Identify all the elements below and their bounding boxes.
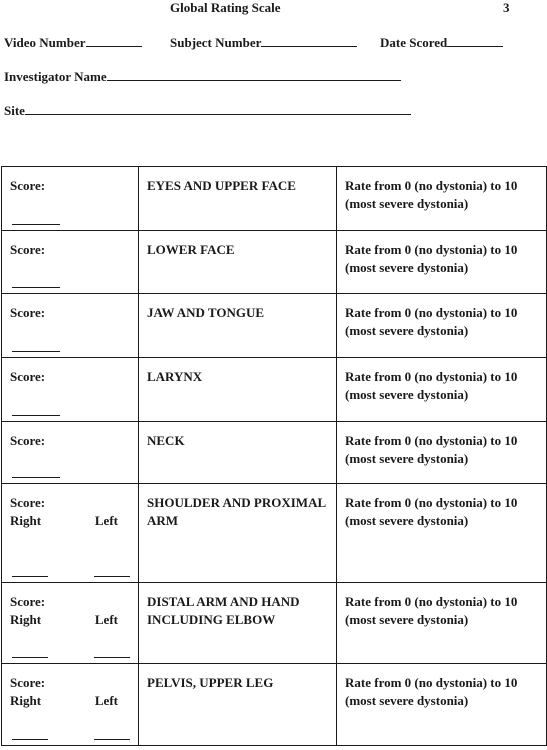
investigator-name-blank[interactable] — [107, 68, 401, 81]
score-label: Score: — [10, 433, 46, 448]
score-blank[interactable] — [12, 477, 60, 478]
score-blank[interactable] — [12, 415, 60, 416]
left-label: Left — [94, 693, 118, 708]
score-label: Score: — [10, 242, 46, 257]
subject-number-label: Subject Number — [170, 35, 262, 50]
site-blank[interactable] — [25, 102, 411, 115]
investigator-name-label: Investigator Name — [4, 69, 107, 84]
right-label: Right — [10, 513, 42, 528]
score-cell — [2, 664, 139, 746]
table-row — [2, 294, 547, 358]
subject-number-blank[interactable] — [261, 34, 357, 47]
score-cell — [2, 167, 139, 231]
rating-instructions: Rate from 0 (no dystonia) to 10 (most severe dystonia) — [337, 358, 547, 422]
date-scored-blank[interactable] — [447, 34, 503, 47]
subject-number-field[interactable] — [170, 34, 357, 51]
score-label: Score: — [10, 675, 46, 690]
region-label: NECK — [139, 422, 337, 484]
score-label: Score: — [10, 305, 46, 320]
left-label: Left — [94, 513, 118, 528]
score-label: Score: — [10, 594, 46, 609]
rating-instructions: Rate from 0 (no dystonia) to 10 (most severe dystonia) — [337, 664, 547, 746]
right-score-blank[interactable] — [12, 576, 48, 577]
right-label: Right — [10, 612, 42, 627]
rating-instructions: Rate from 0 (no dystonia) to 10 (most severe dystonia) — [337, 231, 547, 294]
table-row — [2, 231, 547, 294]
rating-instructions: Rate from 0 (no dystonia) to 10 (most severe dystonia) — [337, 422, 547, 484]
region-label: JAW AND TONGUE — [139, 294, 337, 358]
site-label: Site — [4, 103, 25, 118]
score-blank[interactable] — [12, 287, 60, 288]
left-score-blank[interactable] — [94, 739, 130, 740]
right-score-blank[interactable] — [12, 657, 48, 658]
table-row — [2, 664, 547, 746]
table-row — [2, 583, 547, 664]
rating-table — [1, 166, 547, 746]
table-row — [2, 484, 547, 583]
right-label: Right — [10, 693, 42, 708]
region-label: LARYNX — [139, 358, 337, 422]
table-row — [2, 422, 547, 484]
score-label: Score: — [10, 495, 46, 510]
score-cell — [2, 422, 139, 484]
right-score-blank[interactable] — [12, 739, 48, 740]
video-number-label: Video Number — [4, 35, 86, 50]
region-label: SHOULDER AND PROXIMAL ARM — [139, 484, 337, 583]
score-blank[interactable] — [12, 351, 60, 352]
left-score-blank[interactable] — [94, 576, 130, 577]
rating-instructions: Rate from 0 (no dystonia) to 10 (most severe dystonia) — [337, 583, 547, 664]
rating-instructions: Rate from 0 (no dystonia) to 10 (most severe dystonia) — [337, 167, 547, 231]
page-number: 3 — [503, 0, 510, 15]
investigator-name-field[interactable] — [4, 68, 401, 85]
side-labels — [10, 692, 118, 710]
score-cell — [2, 358, 139, 422]
score-cell — [2, 484, 139, 583]
page-title: Global Rating Scale — [170, 0, 281, 15]
score-label: Score: — [10, 178, 46, 193]
region-label: EYES AND UPPER FACE — [139, 167, 337, 231]
score-label: Score: — [10, 369, 46, 384]
score-cell — [2, 231, 139, 294]
table-row — [2, 167, 547, 231]
score-cell — [2, 294, 139, 358]
region-label: PELVIS, UPPER LEG — [139, 664, 337, 746]
date-scored-field[interactable] — [380, 34, 503, 51]
side-labels — [10, 611, 118, 629]
table-row — [2, 358, 547, 422]
region-label: LOWER FACE — [139, 231, 337, 294]
region-label: DISTAL ARM AND HAND INCLUDING ELBOW — [139, 583, 337, 664]
side-labels — [10, 512, 118, 530]
video-number-field[interactable] — [4, 34, 142, 51]
date-scored-label: Date Scored — [380, 35, 448, 50]
video-number-blank[interactable] — [86, 34, 142, 47]
site-field[interactable] — [4, 102, 411, 119]
left-label: Left — [94, 612, 118, 627]
rating-instructions: Rate from 0 (no dystonia) to 10 (most severe dystonia) — [337, 484, 547, 583]
left-score-blank[interactable] — [94, 657, 130, 658]
score-blank[interactable] — [12, 224, 60, 225]
score-cell — [2, 583, 139, 664]
rating-instructions: Rate from 0 (no dystonia) to 10 (most severe dystonia) — [337, 294, 547, 358]
